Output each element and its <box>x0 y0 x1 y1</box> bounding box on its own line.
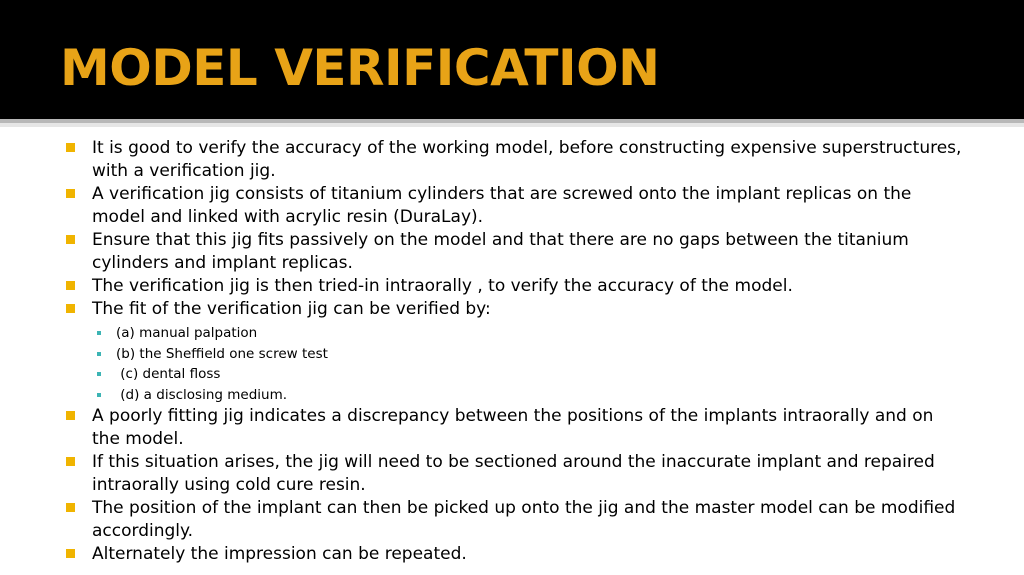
square-bullet-icon <box>66 281 75 290</box>
bullet-text: A poorly fitting jig indicates a discrepancy between the positions of the implants intraorally and on the model. <box>92 406 934 449</box>
bullet-text: It is good to verify the accuracy of the working model, before constructing expensive superstructures, with a verification jig. <box>92 138 962 181</box>
bullet-item <box>0 543 1024 566</box>
small-square-bullet-icon <box>97 372 101 376</box>
title-bar <box>0 0 1024 119</box>
bullet-text: The fit of the verification jig can be verified by: <box>92 299 491 319</box>
bullet-text: A verification jig consists of titanium cylinders that are screwed onto the implant replicas on the model and linked with acrylic resin (DuraLay). <box>92 184 912 227</box>
bullet-item <box>0 183 1024 229</box>
square-bullet-icon <box>66 549 75 558</box>
bullet-item <box>0 497 1024 543</box>
bullet-item <box>0 405 1024 451</box>
square-bullet-icon <box>66 503 75 512</box>
bullet-text: The position of the implant can then be picked up onto the jig and the master model can be modified accordingly. <box>92 498 956 541</box>
square-bullet-icon <box>66 143 75 152</box>
header-divider-shadow <box>0 123 1024 127</box>
slide-body <box>0 137 1024 566</box>
bullet-text: Alternately the impression can be repeated. <box>92 544 467 564</box>
square-bullet-icon <box>66 411 75 420</box>
bullet-text: If this situation arises, the jig will need to be sectioned around the inaccurate implant and repaired intraorally using cold cure resin. <box>92 452 935 495</box>
bullet-item <box>0 137 1024 183</box>
small-square-bullet-icon <box>97 393 101 397</box>
sub-bullet-item <box>92 344 964 365</box>
small-square-bullet-icon <box>97 331 101 335</box>
sub-bullet-item <box>92 364 964 385</box>
square-bullet-icon <box>66 304 75 313</box>
bullet-item <box>0 298 1024 405</box>
sub-bullet-item <box>92 385 964 406</box>
sub-bullet-text: (c) dental floss <box>116 366 221 382</box>
bullet-item <box>0 229 1024 275</box>
slide-title: MODEL VERIFICATION <box>60 39 660 97</box>
square-bullet-icon <box>66 189 75 198</box>
small-square-bullet-icon <box>97 352 101 356</box>
bullet-text: Ensure that this jig fits passively on the model and that there are no gaps between the titanium cylinders and implant replicas. <box>92 230 909 273</box>
bullet-item <box>0 451 1024 497</box>
sub-bullet-text: (a) manual palpation <box>116 325 258 341</box>
sub-bullet-text: (b) the Sheffield one screw test <box>116 345 328 362</box>
sub-bullet-text: (d) a disclosing medium. <box>116 386 288 403</box>
sub-bullet-item <box>92 323 964 344</box>
bullet-text: The verification jig is then tried-in intraorally , to verify the accuracy of the model. <box>92 276 793 296</box>
bullet-list <box>0 137 1024 566</box>
bullet-item <box>0 275 1024 298</box>
square-bullet-icon <box>66 457 75 466</box>
sub-bullet-list <box>92 323 964 405</box>
square-bullet-icon <box>66 235 75 244</box>
